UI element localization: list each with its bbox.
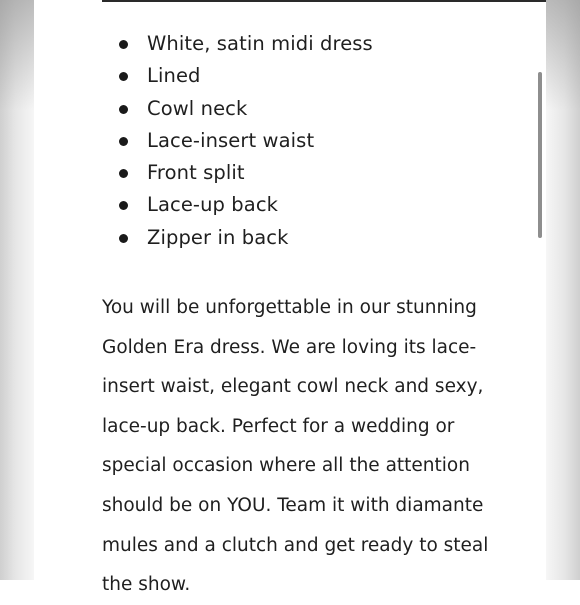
- scrollbar-thumb[interactable]: [538, 72, 542, 238]
- list-item: [102, 93, 373, 125]
- list-item: [102, 125, 373, 157]
- feature-label: White, satin midi dress: [147, 32, 373, 55]
- bullet-icon: [119, 201, 128, 210]
- bullet-icon: [119, 137, 128, 146]
- right-gutter: [546, 0, 580, 580]
- list-item: [102, 157, 373, 189]
- bullet-icon: [119, 105, 128, 114]
- list-item: [102, 189, 373, 221]
- bullet-icon: [119, 169, 128, 178]
- bullet-icon: [119, 72, 128, 81]
- feature-label: Lined: [147, 64, 201, 88]
- bullet-icon: [119, 234, 128, 243]
- product-description-panel: [34, 0, 546, 596]
- feature-label: Cowl neck: [147, 96, 248, 120]
- feature-list: [102, 28, 373, 254]
- feature-label: Front split: [147, 161, 245, 185]
- left-gutter: [0, 0, 34, 580]
- top-divider: [102, 0, 546, 2]
- list-item: [102, 222, 373, 254]
- list-item: [102, 60, 373, 92]
- feature-label: Lace-up back: [147, 193, 279, 217]
- product-description-text: You will be unforgettable in our stunning Golden Era dress. We are loving its lace-insert waist, elegant cowl neck and sexy, lace-up back. Perfect for a wedding or special occasion where all the attention should be on YOU. Team it with diamante mules and a clutch and get ready to steal the show.: [102, 297, 489, 596]
- list-item: [102, 28, 373, 60]
- feature-label: Zipper in back: [147, 225, 289, 249]
- bullet-icon: [119, 40, 128, 49]
- feature-label: Lace-insert waist: [147, 128, 315, 152]
